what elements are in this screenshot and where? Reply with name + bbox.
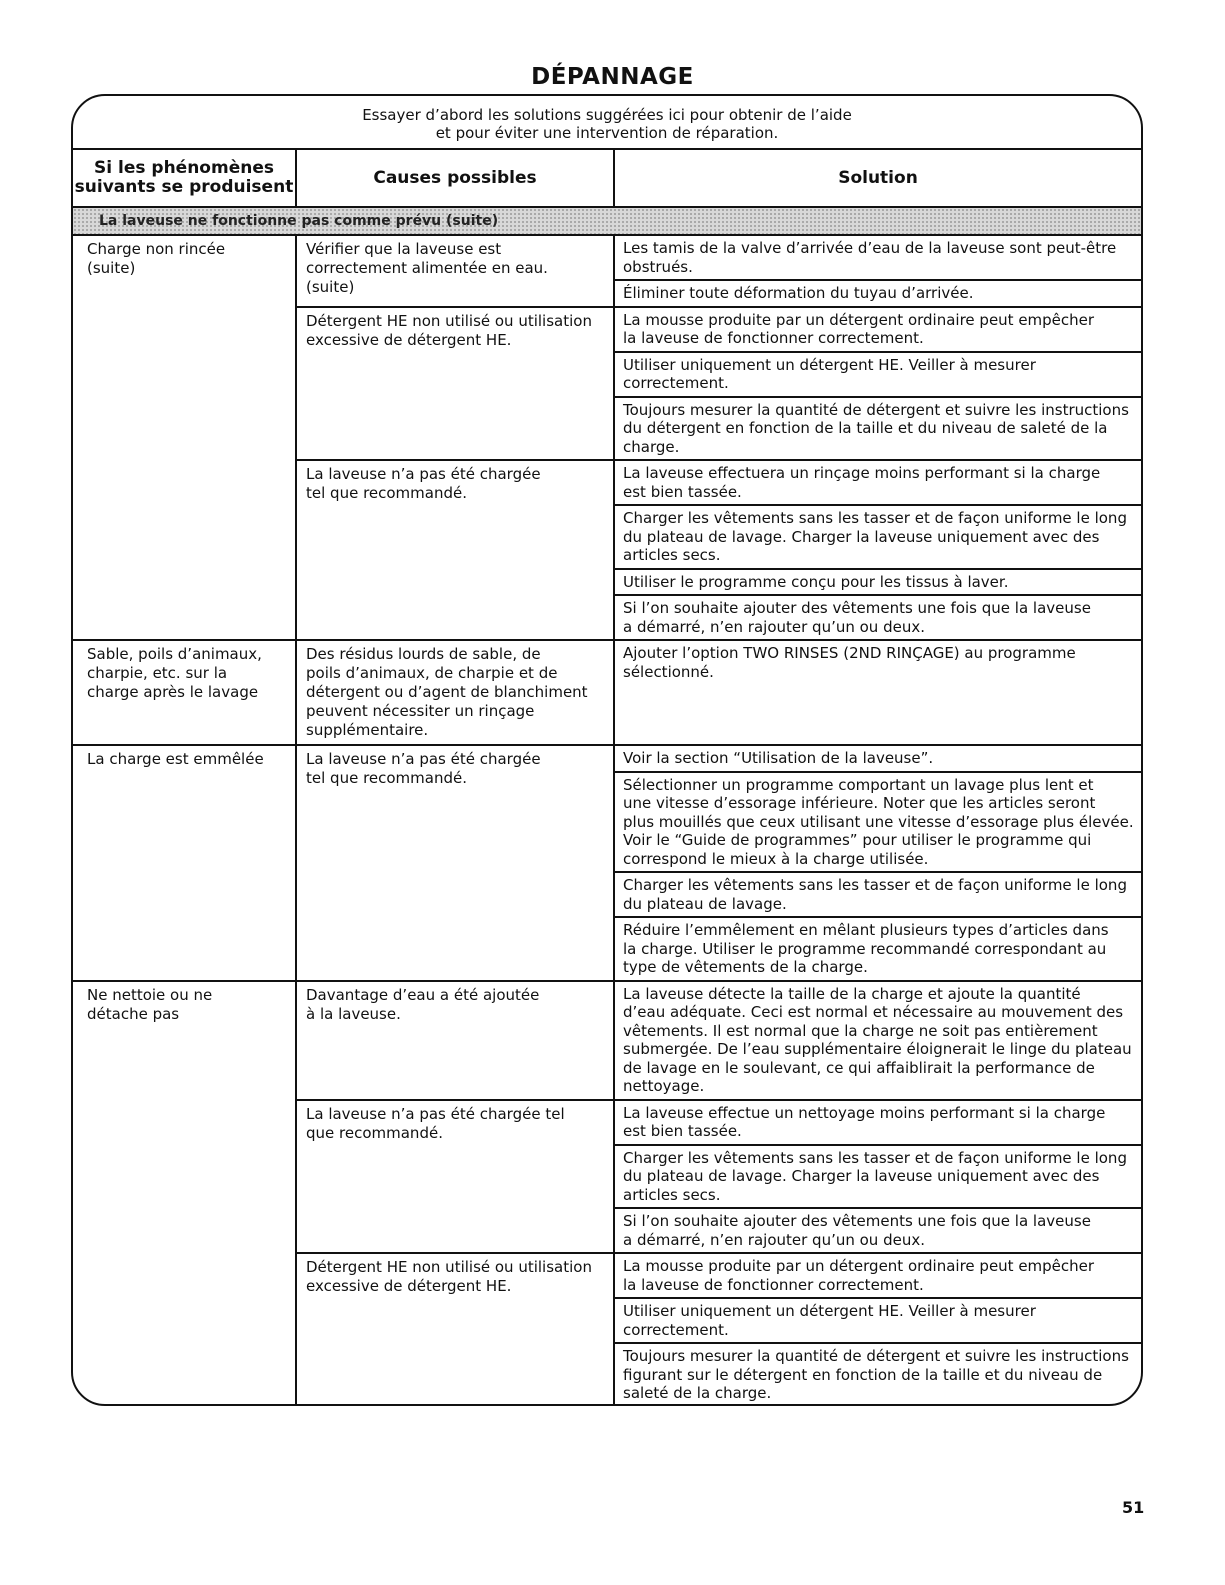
cause-line: (suite) xyxy=(306,278,355,296)
solutions-cell xyxy=(613,982,1141,1099)
solution-line: articles secs. xyxy=(623,546,721,564)
solution-item xyxy=(615,1342,1141,1406)
cause-cell xyxy=(295,746,613,980)
causes-group xyxy=(295,641,1141,744)
solution-line: charge. xyxy=(623,437,680,456)
symptom-line: Ne nettoie ou ne xyxy=(87,985,213,1004)
solutions-cell xyxy=(613,1101,1141,1253)
cause-line: Davantage d’eau a été ajoutée xyxy=(306,985,540,1004)
cause-row xyxy=(295,459,1141,639)
solution-item xyxy=(615,461,1141,504)
page-title: DÉPANNAGE xyxy=(531,64,694,90)
table-body xyxy=(73,236,1141,1406)
solution-item xyxy=(615,308,1141,351)
symptom-line: charpie, etc. sur la xyxy=(87,664,228,682)
solution-item xyxy=(615,1297,1141,1342)
cause-row xyxy=(295,1099,1141,1253)
cause-cell xyxy=(295,308,613,460)
solution-item xyxy=(615,594,1141,639)
solution-item xyxy=(615,982,1141,1099)
solution-line: submergée. De l’eau supplémentaire éloignerait le linge du plateau xyxy=(623,1040,1132,1058)
table-header xyxy=(73,148,1141,208)
symptom-line: Sable, poils d’animaux, xyxy=(87,645,262,663)
solution-line: La laveuse effectuera un rinçage moins performant si la charge xyxy=(623,464,1101,482)
solution-line: La mousse produite par un détergent ordinaire peut empêcher xyxy=(623,1257,1095,1275)
cause-row xyxy=(295,746,1141,980)
solution-line: de lavage en le soulevant, ce qui affaiblirait la performance de xyxy=(623,1058,1095,1077)
header-symptoms-line: Si les phénomènes xyxy=(94,158,274,178)
symptom-cell xyxy=(73,746,295,980)
solution-line: d’eau adéquate. Ceci est normal et nécessaire au mouvement des xyxy=(623,1003,1124,1021)
cause-row xyxy=(295,236,1141,306)
solution-item xyxy=(615,396,1141,460)
header-causes: Causes possibles xyxy=(295,150,613,206)
section-banner: La laveuse ne fonctionne pas comme prévu (suite) xyxy=(73,208,1141,236)
solution-line: vêtements. Il est normal que la charge ne soit pas entièrement xyxy=(623,1021,1098,1040)
symptom-cell xyxy=(73,641,295,744)
page-number: 51 xyxy=(1122,1498,1145,1517)
solution-line: correctement. xyxy=(623,374,729,392)
table-row xyxy=(73,236,1141,641)
solution-line: est bien tassée. xyxy=(623,1122,742,1140)
cause-row xyxy=(295,1252,1141,1406)
cause-line: La laveuse n’a pas été chargée xyxy=(306,465,541,483)
cause-line: La laveuse n’a pas été chargée tel xyxy=(306,1104,565,1123)
header-symptoms-line: suivants se produisent xyxy=(74,177,294,197)
table-row xyxy=(73,641,1141,746)
solution-line: Toujours mesurer la quantité de détergent et suivre les instructions xyxy=(623,1347,1129,1365)
cause-row xyxy=(295,306,1141,460)
solution-line: la charge. Utiliser le programme recommandé correspondant au xyxy=(623,939,1107,958)
cause-cell xyxy=(295,236,613,306)
symptom-line: détache pas xyxy=(87,1004,180,1023)
solution-line: Réduire l’emmêlement en mêlant plusieurs types d’articles dans xyxy=(623,921,1109,939)
solution-item xyxy=(615,746,1141,771)
solutions-cell xyxy=(613,236,1141,306)
cause-line: supplémentaire. xyxy=(306,721,429,739)
symptom-line: (suite) xyxy=(87,259,136,277)
solution-line: La laveuse détecte la taille de la charge et ajoute la quantité xyxy=(623,984,1081,1003)
solution-line: Toujours mesurer la quantité de détergent et suivre les instructions xyxy=(623,400,1129,419)
solution-line: Les tamis de la valve d’arrivée d’eau de la laveuse sont peut-être xyxy=(623,239,1117,257)
solution-line: plus mouillés que ceux utilisant une vitesse d’essorage plus élevée. xyxy=(623,812,1134,831)
cause-line: correctement alimentée en eau. xyxy=(306,259,548,277)
solution-item xyxy=(615,279,1141,306)
solution-line: du plateau de lavage. Charger la laveuse uniquement avec des xyxy=(623,1167,1100,1185)
symptom-cell xyxy=(73,982,295,1406)
solution-line: Voir la section “Utilisation de la laveuse”. xyxy=(623,749,934,767)
cause-line: Détergent HE non utilisé ou utilisation xyxy=(306,1258,592,1276)
solution-item xyxy=(615,1101,1141,1144)
solution-item xyxy=(615,568,1141,595)
solutions-cell xyxy=(613,746,1141,980)
cause-cell xyxy=(295,1254,613,1406)
cause-line: Vérifier que la laveuse est xyxy=(306,240,502,258)
solution-line: Utiliser le programme conçu pour les tissus à laver. xyxy=(623,572,1009,591)
table-row xyxy=(73,982,1141,1406)
solution-line: Charger les vêtements sans les tasser et de façon uniforme le long xyxy=(623,1148,1127,1167)
solution-item xyxy=(615,916,1141,980)
solution-item xyxy=(615,1144,1141,1208)
solution-line: a démarré, n’en rajouter qu’un ou deux. xyxy=(623,1230,925,1249)
header-solution: Solution xyxy=(613,150,1141,206)
solution-line: Utiliser uniquement un détergent HE. Veiller à mesurer xyxy=(623,355,1036,374)
causes-group xyxy=(295,746,1141,980)
solution-line: Si l’on souhaite ajouter des vêtements une fois que la laveuse xyxy=(623,1212,1091,1230)
cause-line: Des résidus lourds de sable, de xyxy=(306,645,541,663)
troubleshooting-table xyxy=(71,94,1143,1406)
solution-line: nettoyage. xyxy=(623,1077,705,1095)
cause-cell xyxy=(295,982,613,1099)
cause-row xyxy=(295,982,1141,1099)
solution-line: Voir le “Guide de programmes” pour utiliser le programme qui xyxy=(623,831,1092,849)
solution-item xyxy=(615,1207,1141,1252)
table-row xyxy=(73,746,1141,982)
symptom-cell xyxy=(73,236,295,639)
solution-item xyxy=(615,1254,1141,1297)
solution-line: La laveuse effectue un nettoyage moins performant si la charge xyxy=(623,1103,1106,1122)
solution-item xyxy=(615,871,1141,916)
cause-line: poils d’animaux, de charpie et de xyxy=(306,664,558,682)
solution-line: figurant sur le détergent en fonction de la taille et du niveau de xyxy=(623,1365,1103,1384)
solution-line: du plateau de lavage. xyxy=(623,894,787,913)
solutions-cell xyxy=(613,641,1141,744)
solutions-cell xyxy=(613,461,1141,639)
solution-item xyxy=(615,771,1141,872)
intro-line: Essayer d’abord les solutions suggérées ici pour obtenir de l’aide xyxy=(362,106,852,124)
solution-line: la laveuse de fonctionner correctement. xyxy=(623,1275,924,1294)
solution-line: saleté de la charge. xyxy=(623,1384,772,1402)
symptom-line: La charge est emmêlée xyxy=(87,750,264,768)
cause-line: Détergent HE non utilisé ou utilisation xyxy=(306,311,592,330)
solution-line: Charger les vêtements sans les tasser et de façon uniforme le long xyxy=(623,509,1127,527)
solution-line: articles secs. xyxy=(623,1185,721,1204)
cause-line: tel que recommandé. xyxy=(306,484,468,502)
intro-text xyxy=(73,96,1141,148)
cause-cell xyxy=(295,461,613,639)
solution-item xyxy=(615,641,1141,684)
solution-item xyxy=(615,351,1141,396)
solution-line: du plateau de lavage. Charger la laveuse uniquement avec des xyxy=(623,527,1100,546)
causes-group xyxy=(295,236,1141,639)
cause-cell xyxy=(295,641,613,744)
cause-row xyxy=(295,641,1141,744)
solution-line: Ajouter l’option TWO RINSES (2ND RINÇAGE) au programme xyxy=(623,644,1076,662)
solution-line: correctement. xyxy=(623,1320,729,1339)
solution-item xyxy=(615,236,1141,279)
cause-line: La laveuse n’a pas été chargée xyxy=(306,750,541,768)
intro-line: et pour éviter une intervention de réparation. xyxy=(435,124,779,142)
causes-group xyxy=(295,982,1141,1406)
solutions-cell xyxy=(613,308,1141,460)
solution-line: la laveuse de fonctionner correctement. xyxy=(623,329,924,347)
solution-line: Charger les vêtements sans les tasser et de façon uniforme le long xyxy=(623,876,1127,894)
cause-line: à la laveuse. xyxy=(306,1004,401,1023)
solution-line: La mousse produite par un détergent ordinaire peut empêcher xyxy=(623,310,1095,329)
cause-line: détergent ou d’agent de blanchiment xyxy=(306,683,588,701)
solution-line: Éliminer toute déformation du tuyau d’arrivée. xyxy=(623,284,974,302)
symptom-line: Charge non rincée xyxy=(87,240,226,258)
solution-item xyxy=(615,504,1141,568)
cause-line: tel que recommandé. xyxy=(306,769,468,787)
solutions-cell xyxy=(613,1254,1141,1406)
cause-line: que recommandé. xyxy=(306,1123,443,1142)
solution-line: obstrués. xyxy=(623,257,693,276)
solution-line: une vitesse d’essorage inférieure. Noter que les articles seront xyxy=(623,794,1096,812)
solution-line: correspond le mieux à la charge utilisée. xyxy=(623,849,929,868)
solution-line: du détergent en fonction de la taille et du niveau de saleté de la xyxy=(623,419,1108,437)
solution-line: Sélectionner un programme comportant un lavage plus lent et xyxy=(623,775,1094,794)
cause-line: peuvent nécessiter un rinçage xyxy=(306,702,535,720)
cause-cell xyxy=(295,1101,613,1253)
solution-line: est bien tassée. xyxy=(623,482,742,501)
solution-line: a démarré, n’en rajouter qu’un ou deux. xyxy=(623,617,925,636)
solution-line: type de vêtements de la charge. xyxy=(623,958,868,976)
cause-line: excessive de détergent HE. xyxy=(306,1277,512,1295)
solution-line: Si l’on souhaite ajouter des vêtements une fois que la laveuse xyxy=(623,599,1091,617)
header-symptoms xyxy=(73,150,295,206)
solution-line: sélectionné. xyxy=(623,662,714,681)
cause-line: excessive de détergent HE. xyxy=(306,330,512,349)
symptom-line: charge après le lavage xyxy=(87,683,259,701)
solution-line: Utiliser uniquement un détergent HE. Veiller à mesurer xyxy=(623,1302,1036,1320)
